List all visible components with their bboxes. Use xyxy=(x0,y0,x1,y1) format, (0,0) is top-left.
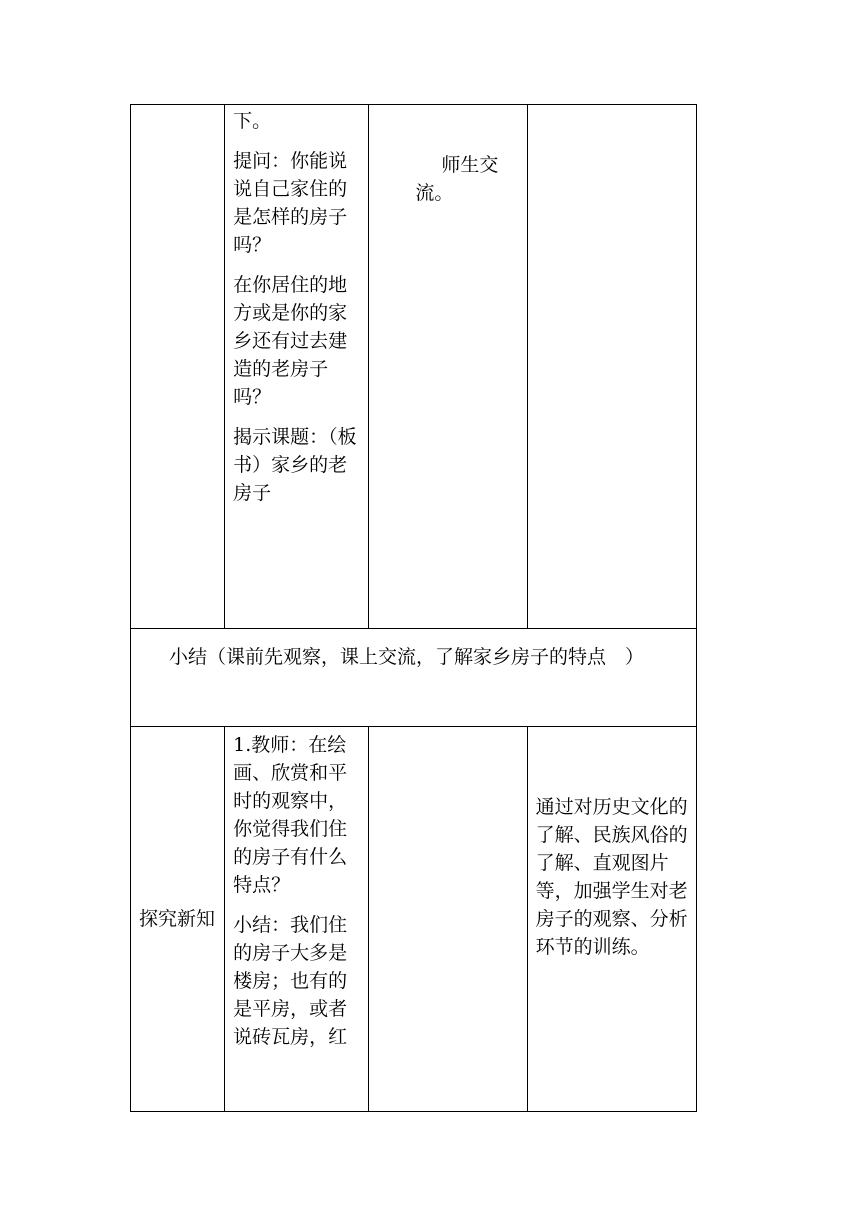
question-paragraph: 提问：你能说说自己家住的是怎样的房子吗？ xyxy=(233,150,348,256)
student-activity-text: 师生交流。 xyxy=(415,154,499,204)
cell-summary xyxy=(131,629,697,727)
cell-student-activity xyxy=(369,105,527,629)
summary-text: 小结（课前先观察，课上交流，了解家乡房子的特点 ） xyxy=(169,646,645,668)
table-row-explore xyxy=(131,727,697,1112)
question-paragraph: 在你居住的地方或是你的家乡还有过去建造的老房子吗？ xyxy=(233,274,348,408)
table-row-summary xyxy=(131,629,697,727)
topic-paragraph: 揭示课题：（板书）家乡的老房子 xyxy=(233,426,357,504)
cell-teacher-activity xyxy=(225,105,369,629)
design-intent-text: 通过对历史文化的了解、民族风俗的了解、直观图片等，加强学生对老房子的观察、分析环节的训练。 xyxy=(535,796,688,958)
stage-label: 探究新知 xyxy=(139,908,216,930)
cell-design-intent-empty xyxy=(527,105,696,629)
teacher-question: 1.教师：在绘画、欣赏和平时的观察中，你觉得我们住的房子有什么特点？ xyxy=(233,734,348,896)
table-row-intro xyxy=(131,105,697,629)
paragraph: 下。 xyxy=(233,110,272,132)
cell-stage-empty xyxy=(131,105,225,629)
cell-stage xyxy=(131,727,225,1112)
cell-design-intent xyxy=(527,727,696,1112)
lesson-plan-table xyxy=(130,104,697,1112)
summary-paragraph: 小结：我们住的房子大多是楼房；也有的是平房，或者说砖瓦房，红 xyxy=(233,914,348,1048)
cell-student-activity-empty xyxy=(369,727,527,1112)
cell-teacher-activity xyxy=(225,727,369,1112)
